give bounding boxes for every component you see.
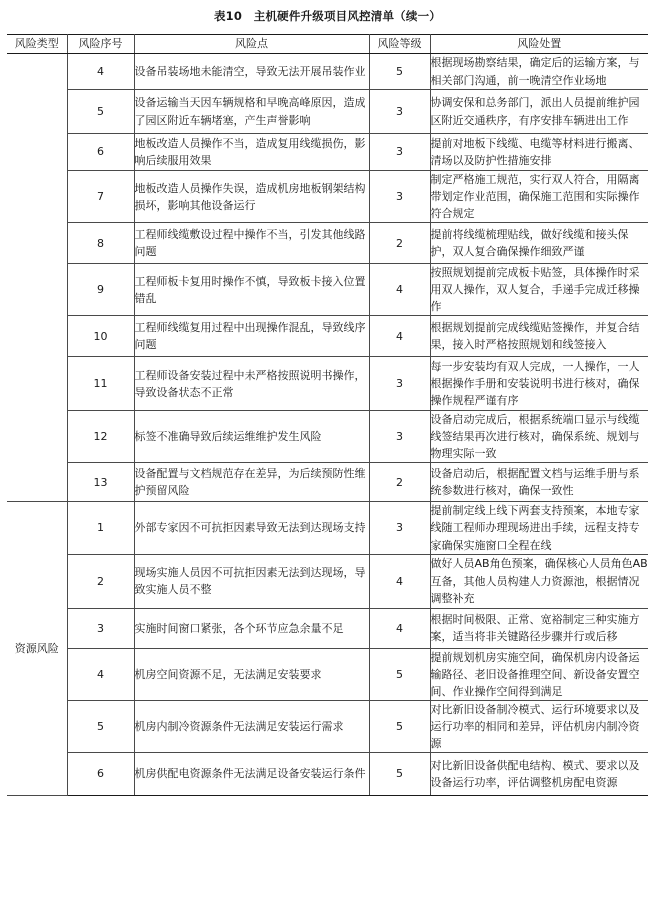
cell-risk-level: 2 [369,463,430,502]
header-risk-type: 风险类型 [7,35,67,54]
cell-risk-seq: 6 [67,752,134,795]
cell-risk-level: 3 [369,357,430,411]
table-row [7,171,648,223]
cell-risk-point: 地板改造人员操作失误，造成机房地板钢架结构损坏，影响其他设备运行 [134,171,369,223]
table-caption: 表10 主机硬件升级项目风控清单（续一） [213,9,441,23]
cell-risk-level: 2 [369,223,430,264]
table-row [7,554,648,608]
cell-risk-handle: 根据规划提前完成线缆贴签操作，并复合结果，接入时严格按照规划和线签接入 [430,316,648,357]
table-row [7,223,648,264]
cell-risk-type: 资源风险 [7,502,67,795]
cell-risk-point: 现场实施人员因不可抗拒因素无法到达现场，导致实施人员不整 [134,554,369,608]
cell-risk-point: 工程师线缆复用过程中出现操作混乱，导致线序问题 [134,316,369,357]
cell-risk-point: 标签不准确导致后续运维维护发生风险 [134,411,369,463]
table-row [7,700,648,752]
table-header-row [7,35,648,54]
cell-risk-handle: 制定严格施工规范，实行双人符合，用隔离带划定作业范围，确保施工范围和实际操作符合规定 [430,171,648,223]
cell-risk-point: 工程师板卡复用时操作不慎，导致板卡接入位置错乱 [134,264,369,316]
cell-risk-point: 设备吊装场地未能清空，导致无法开展吊装作业 [134,54,369,90]
cell-risk-level: 3 [369,411,430,463]
cell-risk-handle: 提前制定线上线下两套支持预案，本地专家线随工程师办理现场进出手续，远程支持专家确保实施窗口全程在线 [430,502,648,554]
cell-risk-level: 5 [369,648,430,700]
cell-risk-seq: 10 [67,316,134,357]
cell-risk-handle: 按照规划提前完成板卡贴签，具体操作时采用双人操作，双人复合，手递手完成迁移操作 [430,264,648,316]
risk-control-table [7,34,648,796]
cell-risk-seq: 6 [67,134,134,171]
table-row [7,264,648,316]
table-row [7,54,648,90]
table-row [7,357,648,411]
cell-risk-point: 工程师线缆敷设过程中操作不当，引发其他线路问题 [134,223,369,264]
cell-risk-handle: 每一步安装均有双人完成，一人操作，一人根据操作手册和安装说明书进行核对，确保操作规程严谨有序 [430,357,648,411]
cell-risk-level: 3 [369,134,430,171]
table-row [7,90,648,134]
table-row [7,316,648,357]
table-row [7,752,648,795]
cell-risk-seq: 4 [67,648,134,700]
cell-risk-seq: 4 [67,54,134,90]
cell-risk-handle: 对比新旧设备制冷模式、运行环境要求以及运行功率的相同和差异，评估机房内制冷资源 [430,700,648,752]
table-row [7,648,648,700]
cell-risk-point: 地板改造人员操作不当，造成复用线缆损伤，影响后续服用效果 [134,134,369,171]
cell-risk-point: 外部专家因不可抗拒因素导致无法到达现场支持 [134,502,369,554]
cell-risk-seq: 1 [67,502,134,554]
cell-risk-level: 4 [369,264,430,316]
cell-risk-handle: 提前对地板下线缆、电缆等材料进行搬离、清场以及防护性措施安排 [430,134,648,171]
cell-risk-point: 机房内制冷资源条件无法满足安装运行需求 [134,700,369,752]
cell-risk-level: 4 [369,608,430,648]
cell-risk-seq: 7 [67,171,134,223]
cell-risk-level: 3 [369,90,430,134]
cell-risk-level: 4 [369,554,430,608]
cell-risk-handle: 对比新旧设备供配电结构、模式、要求以及设备运行功率，评估调整机房配电资源 [430,752,648,795]
table-row [7,608,648,648]
table-row [7,463,648,502]
cell-risk-seq: 3 [67,608,134,648]
table-row [7,134,648,171]
table-row [7,502,648,554]
cell-risk-handle: 根据时间极限、正常、宽裕制定三种实施方案，适当将非关键路径步骤并行或后移 [430,608,648,648]
cell-risk-seq: 5 [67,700,134,752]
cell-risk-seq: 2 [67,554,134,608]
cell-risk-seq: 12 [67,411,134,463]
cell-risk-point: 设备配置与文档规范存在差异，为后续预防性维护预留风险 [134,463,369,502]
cell-risk-handle: 提前规划机房实施空间，确保机房内设备运输路径、老旧设备推理空间、新设备安置空间、作业操作空间得到满足 [430,648,648,700]
table-row [7,411,648,463]
cell-risk-level: 3 [369,502,430,554]
cell-risk-point: 工程师设备安装过程中未严格按照说明书操作，导致设备状态不正常 [134,357,369,411]
cell-risk-handle: 设备启动完成后，根据系统端口显示与线缆线签结果再次进行核对，确保系统、规划与物理实际一致 [430,411,648,463]
cell-risk-handle: 做好人员AB角色预案，确保核心人员角色AB互备，其他人员构建人力资源池，根据情况调整补充 [430,554,648,608]
cell-risk-point: 设备运输当天因车辆规格和早晚高峰原因，造成了园区附近车辆堵塞，产生声誉影响 [134,90,369,134]
cell-risk-seq: 11 [67,357,134,411]
table-body [7,54,648,796]
cell-risk-point: 机房供配电资源条件无法满足设备安装运行条件 [134,752,369,795]
cell-risk-point: 实施时间窗口紧张，各个环节应急余量不足 [134,608,369,648]
cell-risk-seq: 13 [67,463,134,502]
cell-risk-level: 5 [369,700,430,752]
cell-risk-handle: 设备启动后，根据配置文档与运维手册与系统参数进行核对，确保一致性 [430,463,648,502]
cell-risk-level: 3 [369,171,430,223]
header-risk-handle: 风险处置 [430,35,648,54]
cell-risk-point: 机房空间资源不足，无法满足安装要求 [134,648,369,700]
cell-risk-seq: 9 [67,264,134,316]
cell-risk-handle: 提前将线缆梳理贴线，做好线缆和接头保护，双人复合确保操作细致严谨 [430,223,648,264]
cell-risk-seq: 8 [67,223,134,264]
cell-risk-level: 4 [369,316,430,357]
cell-risk-level: 5 [369,752,430,795]
cell-risk-type [7,54,67,502]
cell-risk-handle: 根据现场勘察结果，确定后的运输方案，与相关部门沟通，前一晚清空作业场地 [430,54,648,90]
header-risk-level: 风险等级 [369,35,430,54]
header-risk-point: 风险点 [134,35,369,54]
cell-risk-level: 5 [369,54,430,90]
header-risk-seq: 风险序号 [67,35,134,54]
cell-risk-handle: 协调安保和总务部门，派出人员提前维护园区附近交通秩序，有序安排车辆进出工作 [430,90,648,134]
cell-risk-seq: 5 [67,90,134,134]
